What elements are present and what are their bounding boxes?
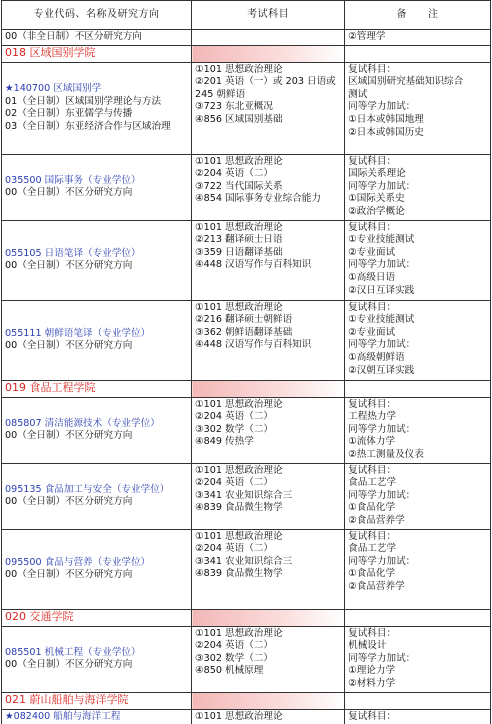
subjects-cell — [192, 529, 345, 609]
note-line: ①高级日语 — [348, 272, 487, 285]
major-cell — [2, 30, 192, 46]
note-line: ②专业面试 — [348, 327, 487, 340]
subjects-cell — [192, 220, 345, 300]
subjects-cell — [192, 626, 345, 692]
redacted-cell — [192, 45, 345, 62]
major-cell — [2, 300, 192, 380]
exam-subject: ①101 思想政治理论 — [195, 465, 341, 478]
note-line: ②食品营养学 — [348, 515, 487, 528]
exam-subject: ②213 翻译硕士日语 — [195, 234, 341, 247]
note-line: ①理论力学 — [348, 665, 487, 678]
major-cell — [2, 529, 192, 609]
note-line: ②食品营养学 — [348, 581, 487, 594]
exam-subject: ③341 农业知识综合三 — [195, 556, 341, 569]
note-line: ②热工测量及仪表 — [348, 449, 487, 462]
table-body — [2, 30, 491, 724]
notes-cell — [345, 529, 491, 609]
exam-subject: ②204 英语（二） — [195, 640, 341, 653]
note-line: 复试科目： — [348, 399, 487, 412]
empty-cell — [345, 692, 491, 709]
college-row — [2, 45, 491, 62]
subjects-cell — [192, 30, 345, 46]
note-line: 复试科目： — [348, 628, 487, 641]
exam-subject: ④849 传热学 — [195, 436, 341, 449]
note-line: ②日本或韩国历史 — [348, 127, 487, 140]
note-line: 同等学力加试： — [348, 101, 487, 114]
note-line: ①国际关系史 — [348, 193, 487, 206]
exam-subject: ②216 翻译硕士朝鲜语 — [195, 314, 341, 327]
subjects-cell — [192, 463, 345, 529]
college-row — [2, 692, 491, 709]
major-cell — [2, 397, 192, 463]
redacted-cell — [192, 609, 345, 626]
major-name: 085807 清洁能源技术（专业学位） — [5, 418, 188, 431]
note-line: 复试科目： — [348, 465, 487, 478]
note-line: ①食品化学 — [348, 502, 487, 515]
research-direction: 00（全日制）不区分研究方向 — [5, 496, 188, 509]
major-name: 055105 日语笔译（专业学位） — [5, 248, 188, 261]
exam-subject: ①101 思想政治理论 — [195, 531, 341, 544]
exam-subject: ①101 思想政治理论 — [195, 302, 341, 315]
notes-cell — [345, 397, 491, 463]
major-row — [2, 154, 491, 220]
college-name: 021 蔚山船舶与海洋学院 — [2, 692, 192, 709]
notes-cell — [345, 463, 491, 529]
research-direction: 01（全日制）区域国别学理论与方法 — [5, 96, 188, 109]
exam-subject: ③362 朝鲜语翻译基础 — [195, 327, 341, 340]
research-direction: 00（全日制）不区分研究方向 — [5, 187, 188, 200]
college-row — [2, 380, 491, 397]
note-line: 复试科目： — [348, 302, 487, 315]
notes-cell — [345, 30, 491, 46]
note-line: 机械设计 — [348, 640, 487, 653]
exam-subject: ②204 英语（二） — [195, 543, 341, 556]
college-name: 020 交通学院 — [2, 609, 192, 626]
notes-cell — [345, 300, 491, 380]
empty-cell — [345, 380, 491, 397]
note-line: 同等学力加试： — [348, 424, 487, 437]
notes-cell — [345, 220, 491, 300]
note-line: 区域国别研究基础知识综合 — [348, 76, 487, 89]
note-line: 复试科目： — [348, 531, 487, 544]
major-row — [2, 30, 491, 46]
exam-subject: ②204 英语（二） — [195, 168, 341, 181]
exam-subject: 245 朝鲜语 — [195, 89, 341, 102]
note-line: ②汉朝互译实践 — [348, 365, 487, 378]
major-row — [2, 626, 491, 692]
note-line: 食品工艺学 — [348, 477, 487, 490]
major-cell — [2, 154, 192, 220]
empty-cell — [345, 45, 491, 62]
subjects-cell — [192, 62, 345, 154]
major-row — [2, 62, 491, 154]
major-row — [2, 463, 491, 529]
major-name: 055111 朝鲜语笔译（专业学位） — [5, 328, 188, 341]
note-line: 复试科目： — [348, 222, 487, 235]
exam-subject: ②204 英语（二） — [195, 477, 341, 490]
exam-subject: ①101 思想政治理论 — [195, 399, 341, 412]
college-name: 019 食品工程学院 — [2, 380, 192, 397]
exam-subject: ④448 汉语写作与百科知识 — [195, 259, 341, 272]
major-row — [2, 397, 491, 463]
note-line: ①专业技能测试 — [348, 234, 487, 247]
note-line: 同等学力加试： — [348, 181, 487, 194]
notes-cell — [345, 154, 491, 220]
major-name: ★082400 船舶与海洋工程 — [5, 711, 188, 724]
note-line: ①专业技能测试 — [348, 314, 487, 327]
research-direction: 00（全日制）不区分研究方向 — [5, 260, 188, 273]
major-name: 085501 机械工程（专业学位） — [5, 647, 188, 660]
note-line: 同等学力加试： — [348, 556, 487, 569]
header-major: 专业代码、名称及研究方向 — [2, 1, 192, 30]
subjects-cell — [192, 300, 345, 380]
note-line: ①高级朝鲜语 — [348, 352, 487, 365]
exam-subject: ②201 英语（一）或 203 日语或 — [195, 76, 341, 89]
research-direction: 00（全日制）不区分研究方向 — [5, 569, 188, 582]
subjects-cell — [192, 397, 345, 463]
exam-subject: ③723 东北亚概况 — [195, 101, 341, 114]
note-line: 国际关系理论 — [348, 168, 487, 181]
major-row — [2, 529, 491, 609]
exam-subject: ④856 区域国别基础 — [195, 114, 341, 127]
note-line: ①日本或韩国地理 — [348, 114, 487, 127]
note-line: 工程热力学 — [348, 411, 487, 424]
exam-subject: ①101 思想政治理论 — [195, 156, 341, 169]
note-line: ②汉日互译实践 — [348, 285, 487, 298]
note-line: ②管理学 — [348, 31, 487, 44]
major-name: 095500 食品与营养（专业学位） — [5, 557, 188, 570]
college-name: 018 区域国别学院 — [2, 45, 192, 62]
exam-subject: ③341 农业知识综合三 — [195, 490, 341, 503]
major-row — [2, 220, 491, 300]
exam-subject: ②204 英语（二） — [195, 411, 341, 424]
college-row — [2, 609, 491, 626]
header-notes: 备 注 — [345, 1, 491, 30]
redacted-cell — [192, 380, 345, 397]
table-header-row — [2, 1, 491, 30]
notes-cell — [345, 62, 491, 154]
subjects-cell — [192, 154, 345, 220]
note-line: 同等学力加试： — [348, 653, 487, 666]
research-direction: 00（全日制）不区分研究方向 — [5, 340, 188, 353]
major-row — [2, 300, 491, 380]
note-line: 复试科目： — [348, 64, 487, 77]
exam-subject: ①101 思想政治理论 — [195, 628, 341, 641]
exam-subject: ③302 数学（二） — [195, 424, 341, 437]
major-cell — [2, 709, 192, 724]
note-line: 同等学力加试： — [348, 259, 487, 272]
subjects-cell — [192, 709, 345, 724]
major-cell — [2, 220, 192, 300]
exam-subject: ①101 思想政治理论 — [195, 222, 341, 235]
note-line: ①流体力学 — [348, 436, 487, 449]
exam-subject: ③359 日语翻译基础 — [195, 247, 341, 260]
research-direction: 00（全日制）不区分研究方向 — [5, 659, 188, 672]
major-cell — [2, 626, 192, 692]
exam-subject: ④839 食品微生物学 — [195, 568, 341, 581]
exam-subject: ④850 机械原理 — [195, 665, 341, 678]
exam-subject: ③302 数学（二） — [195, 653, 341, 666]
major-cell — [2, 62, 192, 154]
note-line: ②专业面试 — [348, 247, 487, 260]
header-subjects: 考试科目 — [192, 1, 345, 30]
note-line: 同等学力加试： — [348, 339, 487, 352]
admissions-table — [1, 0, 491, 724]
major-name: 035500 国际事务（专业学位） — [5, 175, 188, 188]
exam-subject: ①101 思想政治理论 — [195, 64, 341, 77]
major-row — [2, 709, 491, 724]
note-line: 复试科目： — [348, 711, 487, 724]
major-cell — [2, 463, 192, 529]
exam-subject: ④839 食品微生物学 — [195, 502, 341, 515]
note-line: 测试 — [348, 89, 487, 102]
research-direction: 00（全日制）不区分研究方向 — [5, 430, 188, 443]
exam-subject: ④854 国际事务专业综合能力 — [195, 193, 341, 206]
exam-subject: ①101 思想政治理论 — [195, 711, 341, 724]
exam-subject: ④448 汉语写作与百科知识 — [195, 339, 341, 352]
notes-cell — [345, 709, 491, 724]
notes-cell — [345, 626, 491, 692]
research-direction: 03（全日制）东亚经济合作与区域治理 — [5, 121, 188, 134]
redacted-cell — [192, 692, 345, 709]
note-line: ①食品化学 — [348, 568, 487, 581]
research-direction: 02（全日制）东亚儒学与传播 — [5, 108, 188, 121]
note-line: ②材料力学 — [348, 678, 487, 691]
note-line: 食品工艺学 — [348, 543, 487, 556]
major-name: ★140700 区域国别学 — [5, 83, 188, 96]
empty-cell — [345, 609, 491, 626]
note-line: 复试科目： — [348, 156, 487, 169]
major-name: 095135 食品加工与安全（专业学位） — [5, 484, 188, 497]
note-line: ②政治学概论 — [348, 206, 487, 219]
research-direction: 00（非全日制）不区分研究方向 — [5, 31, 188, 44]
exam-subject: ③722 当代国际关系 — [195, 181, 341, 194]
note-line: 同等学力加试： — [348, 490, 487, 503]
